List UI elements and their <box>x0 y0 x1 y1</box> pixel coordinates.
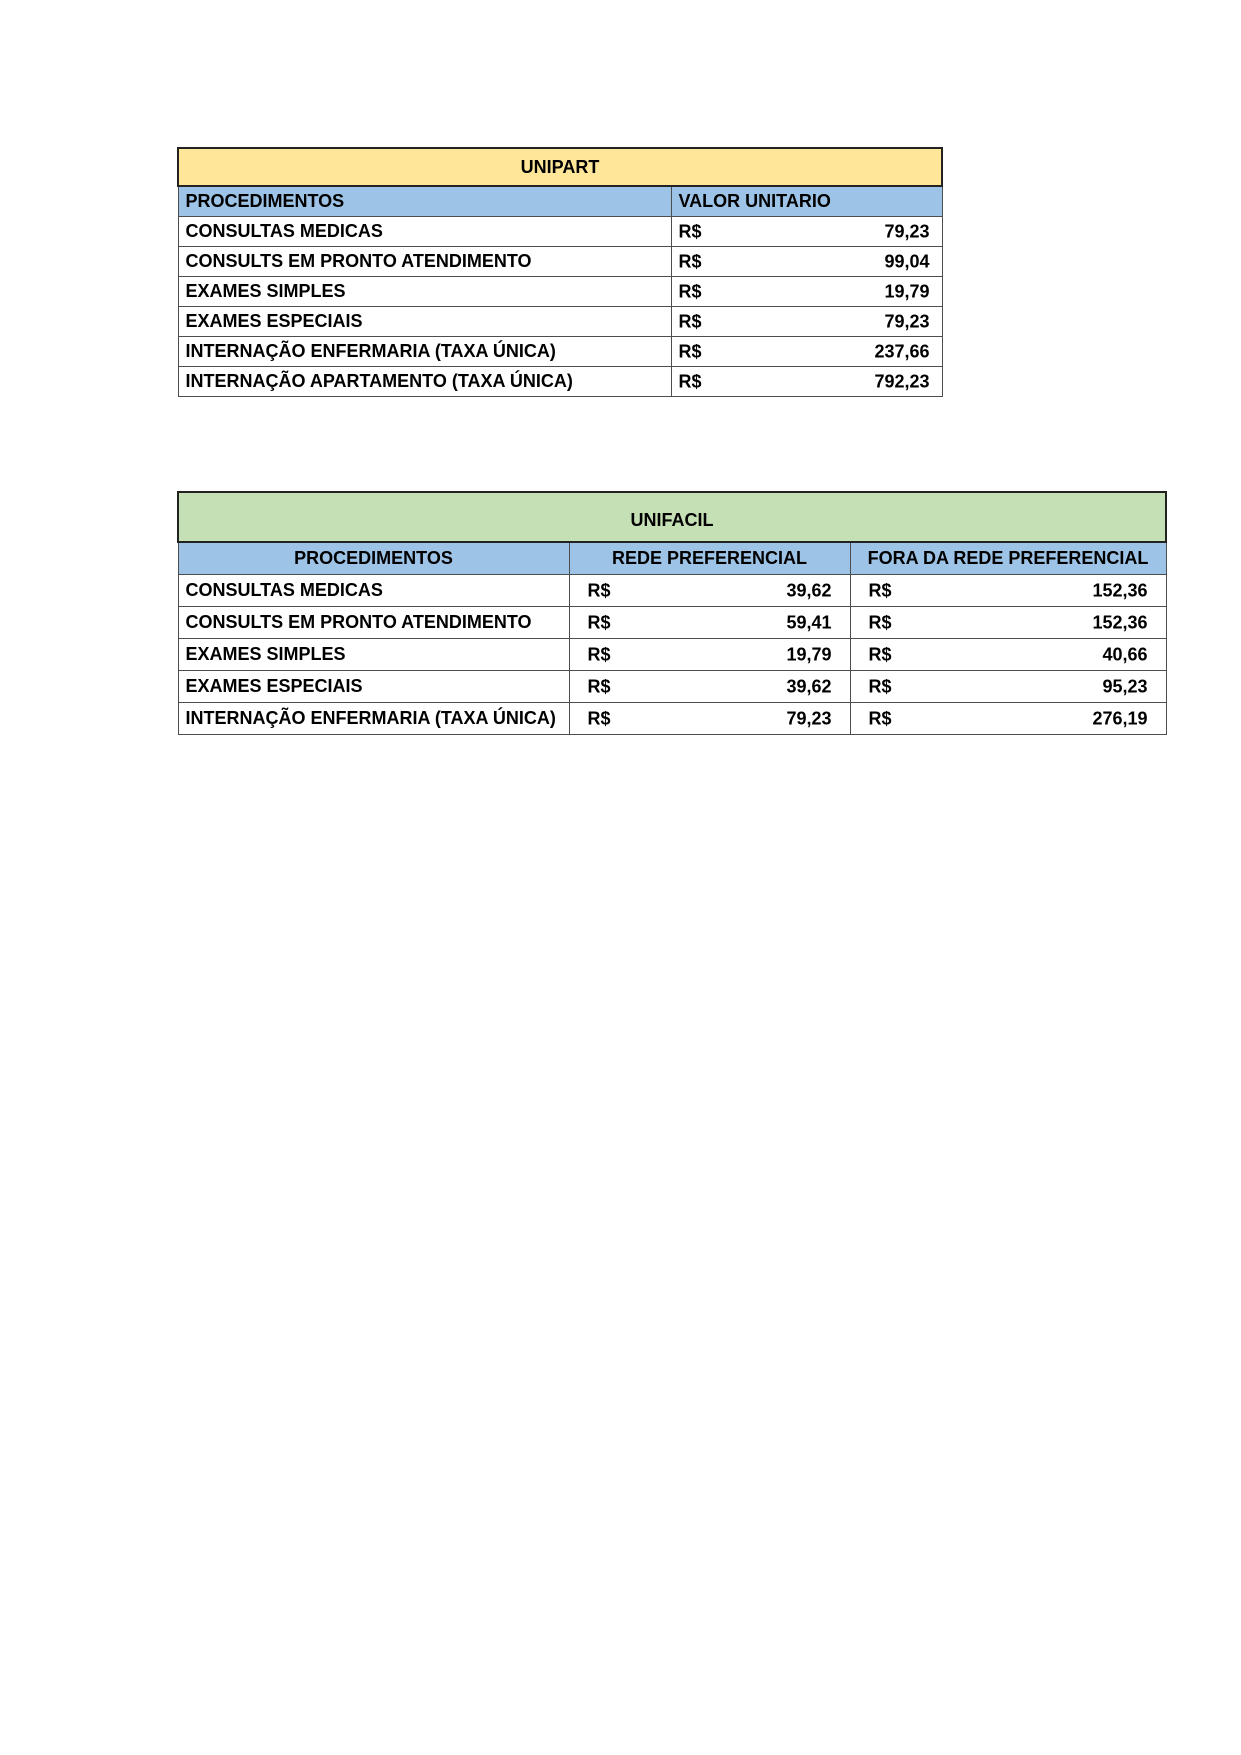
currency-label: R$ <box>678 371 702 391</box>
price-value: 152,36 <box>1092 580 1148 600</box>
price-value: 59,41 <box>786 612 832 632</box>
procedure-cell: EXAMES SIMPLES <box>178 277 671 307</box>
currency-label: R$ <box>587 708 611 728</box>
fora-value-cell <box>850 575 1166 607</box>
value-cell <box>671 307 942 337</box>
table-row <box>178 639 1166 671</box>
price-value: 79,23 <box>884 221 930 241</box>
fora-value-cell <box>850 639 1166 671</box>
value-cell <box>671 277 942 307</box>
table-row <box>178 277 942 307</box>
currency-label: R$ <box>587 676 611 696</box>
unifacil-header-fora-da-rede: FORA DA REDE PREFERENCIAL <box>850 542 1166 575</box>
procedure-cell: CONSULTAS MEDICAS <box>178 575 569 607</box>
table-row <box>178 217 942 247</box>
fora-value-cell <box>850 671 1166 703</box>
table-row <box>178 671 1166 703</box>
table-row <box>178 703 1166 735</box>
currency-label: R$ <box>868 644 892 664</box>
rede-value-cell <box>569 607 850 639</box>
price-value: 99,04 <box>884 251 930 271</box>
fora-value-cell <box>850 607 1166 639</box>
unifacil-header-procedimentos: PROCEDIMENTOS <box>178 542 569 575</box>
price-value: 40,66 <box>1102 644 1148 664</box>
unipart-title: UNIPART <box>178 148 942 186</box>
rede-value-cell <box>569 575 850 607</box>
fora-value-cell <box>850 703 1166 735</box>
price-value: 19,79 <box>786 644 832 664</box>
procedure-cell: CONSULTS EM PRONTO ATENDIMENTO <box>178 607 569 639</box>
rede-value-cell <box>569 671 850 703</box>
procedure-cell: EXAMES ESPECIAIS <box>178 671 569 703</box>
currency-label: R$ <box>587 580 611 600</box>
price-value: 39,62 <box>786 676 832 696</box>
table-row <box>178 307 942 337</box>
procedure-cell: EXAMES SIMPLES <box>178 639 569 671</box>
currency-label: R$ <box>678 221 702 241</box>
currency-label: R$ <box>868 676 892 696</box>
price-value: 79,23 <box>786 708 832 728</box>
rede-value-cell <box>569 639 850 671</box>
currency-label: R$ <box>868 580 892 600</box>
unipart-header-procedimentos: PROCEDIMENTOS <box>178 186 671 217</box>
currency-label: R$ <box>587 612 611 632</box>
table-row <box>178 337 942 367</box>
unipart-table <box>177 147 943 397</box>
table-row <box>178 607 1166 639</box>
value-cell <box>671 247 942 277</box>
procedure-cell: INTERNAÇÃO ENFERMARIA (TAXA ÚNICA) <box>178 337 671 367</box>
price-value: 276,19 <box>1092 708 1148 728</box>
price-value: 79,23 <box>884 311 930 331</box>
unifacil-table <box>177 491 1167 735</box>
procedure-cell: CONSULTS EM PRONTO ATENDIMENTO <box>178 247 671 277</box>
value-cell <box>671 217 942 247</box>
currency-label: R$ <box>678 251 702 271</box>
table-row <box>178 367 942 397</box>
value-cell <box>671 337 942 367</box>
price-value: 237,66 <box>874 341 930 361</box>
price-value: 152,36 <box>1092 612 1148 632</box>
currency-label: R$ <box>868 612 892 632</box>
unipart-header-valor-unitario: VALOR UNITARIO <box>671 186 942 217</box>
procedure-cell: CONSULTAS MEDICAS <box>178 217 671 247</box>
price-value: 19,79 <box>884 281 930 301</box>
price-value: 39,62 <box>786 580 832 600</box>
table-row <box>178 575 1166 607</box>
unifacil-title: UNIFACIL <box>178 492 1166 542</box>
procedure-cell: INTERNAÇÃO APARTAMENTO (TAXA ÚNICA) <box>178 367 671 397</box>
unifacil-header-rede-preferencial: REDE PREFERENCIAL <box>569 542 850 575</box>
price-value: 95,23 <box>1102 676 1148 696</box>
currency-label: R$ <box>868 708 892 728</box>
currency-label: R$ <box>678 281 702 301</box>
rede-value-cell <box>569 703 850 735</box>
currency-label: R$ <box>587 644 611 664</box>
table-row <box>178 247 942 277</box>
currency-label: R$ <box>678 341 702 361</box>
value-cell <box>671 367 942 397</box>
procedure-cell: INTERNAÇÃO ENFERMARIA (TAXA ÚNICA) <box>178 703 569 735</box>
price-value: 792,23 <box>874 371 930 391</box>
currency-label: R$ <box>678 311 702 331</box>
procedure-cell: EXAMES ESPECIAIS <box>178 307 671 337</box>
